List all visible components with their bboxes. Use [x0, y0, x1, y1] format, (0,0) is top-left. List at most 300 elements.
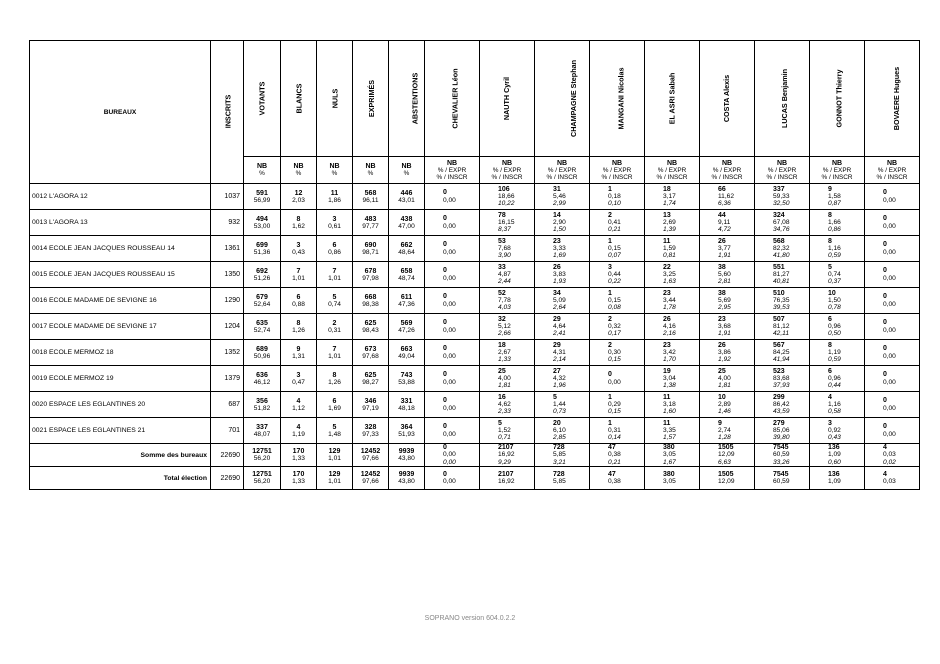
nuls-cell-nb: 5 [332, 423, 337, 431]
candidate-pct-expr: 1,66 [828, 218, 841, 226]
candidate-pct-inscr: 0,17 [608, 330, 621, 338]
votants-cell-pct: 52,74 [253, 326, 271, 334]
candidate-pct-inscr: 0,00 [443, 458, 456, 466]
candidate-pct-expr: 0,00 [443, 326, 456, 334]
votants-cell-pct: 48,07 [253, 430, 271, 438]
candidate-cell [700, 210, 755, 236]
candidate-cell [865, 262, 920, 288]
candidate-pct-inscr: 0,73 [553, 408, 566, 416]
candidate-values [865, 319, 919, 334]
inscrits-cell: 1379 [211, 366, 244, 392]
abstentions-cell [389, 467, 425, 490]
votants-cell-nb: 494 [256, 215, 268, 223]
abstentions-cell-nb: 331 [400, 397, 413, 405]
candidate-values [810, 290, 864, 312]
candidate-nb: 16 [498, 393, 506, 401]
abstentions-cell [389, 392, 425, 418]
candidate-values [480, 290, 534, 312]
candidate-cell [480, 444, 535, 467]
exprimes-cell-nb: 568 [364, 189, 377, 197]
candidate-values [425, 371, 479, 386]
candidate-nb: 0 [443, 423, 447, 431]
exprimes-cell-pct: 96,11 [362, 196, 379, 204]
nuls-cell-pct: 1,69 [328, 404, 341, 412]
candidate-nb: 23 [718, 315, 726, 323]
bureau-name: 0016 ECOLE MADAME DE SEVIGNE 16 [30, 288, 211, 314]
candidate-cell [590, 467, 645, 490]
candidate-values [535, 368, 589, 390]
subheader-inscr: % / INSCR [821, 173, 853, 181]
candidate-pct-expr: 3,05 [663, 451, 676, 459]
candidate-nb: 20 [553, 419, 561, 427]
inscrits-cell: 1361 [211, 236, 244, 262]
blancs-cell-pct: 0,88 [292, 300, 305, 308]
candidate-nb: 1 [608, 393, 612, 401]
candidate-pct-expr: 3,44 [663, 296, 676, 304]
candidate-pct-expr: 7,68 [498, 244, 511, 252]
candidate-pct-inscr: 2,44 [498, 278, 511, 286]
candidate-pct-inscr: 43,59 [773, 408, 790, 416]
abstentions-cell [389, 444, 425, 467]
candidate-values [425, 293, 479, 308]
candidate-pct-expr: 0,32 [608, 322, 621, 330]
candidate-pct-inscr: 0,86 [828, 226, 841, 234]
candidate-values [535, 342, 589, 364]
candidate-nb: 0 [883, 293, 887, 301]
candidate-values [645, 290, 699, 312]
candidate-cell [645, 236, 700, 262]
candidate-pct-expr: 0,03 [883, 451, 896, 459]
inscrits-cell: 1204 [211, 314, 244, 340]
candidate-pct-expr: 4,31 [553, 348, 566, 356]
candidate-nb: 7545 [773, 470, 789, 478]
candidate-pct-inscr: 1,28 [718, 434, 731, 442]
candidate-pct-inscr: 3,21 [553, 458, 566, 466]
candidate-nb: 380 [663, 470, 675, 478]
blancs-cell [281, 314, 317, 340]
candidate-pct-inscr: 2,66 [498, 330, 511, 338]
subheader-nb: NB [293, 163, 304, 170]
candidate-cell [645, 210, 700, 236]
candidate-values [425, 444, 479, 466]
header-candidate-label: EL ASRI Sabah [667, 72, 677, 124]
candidate-values [480, 186, 534, 208]
candidate-cell [480, 236, 535, 262]
candidate-values [480, 444, 534, 466]
candidate-pct-inscr: 6,36 [718, 200, 731, 208]
votants-cell-pct: 52,64 [253, 300, 271, 308]
nuls-cell-pct: 1,26 [328, 378, 341, 386]
candidate-pct-inscr: 2,85 [553, 434, 566, 442]
total-row [30, 444, 920, 467]
candidate-cell [535, 467, 590, 490]
nuls-cell-pct: 0,31 [328, 326, 341, 334]
candidate-values [535, 212, 589, 234]
candidate-cell [865, 314, 920, 340]
subheader-inscr: % / INSCR [546, 173, 578, 181]
candidate-nb: 380 [663, 444, 675, 452]
inscrits-cell: 1037 [211, 184, 244, 210]
votants-cell [244, 366, 281, 392]
candidate-cell [590, 288, 645, 314]
candidate-pct-expr: 60,59 [773, 451, 790, 459]
nuls-cell [317, 366, 353, 392]
candidate-pct-inscr: 39,53 [773, 304, 790, 312]
header-blancs [281, 41, 317, 157]
bureau-name: 0018 ECOLE MERMOZ 18 [30, 340, 211, 366]
candidate-values [645, 212, 699, 234]
nuls-cell [317, 210, 353, 236]
header-votants-label: VOTANTS [257, 81, 267, 115]
candidate-nb: 11 [663, 393, 671, 401]
candidate-pct-inscr: 2,64 [553, 304, 566, 312]
candidate-cell [425, 392, 480, 418]
subheader-inscr: % / INSCR [601, 173, 633, 181]
candidate-pct-expr: 0,00 [443, 222, 456, 230]
candidate-pct-expr: 4,32 [553, 374, 566, 382]
candidate-values [425, 189, 479, 204]
candidate-pct-inscr: 1,74 [663, 200, 676, 208]
candidate-nb: 0 [443, 444, 447, 452]
abstentions-cell [389, 314, 425, 340]
exprimes-cell-nb: 12452 [360, 448, 381, 455]
blancs-cell-pct: 0,43 [292, 248, 305, 256]
candidate-nb: 568 [773, 237, 785, 245]
votants-cell-nb: 635 [256, 319, 268, 327]
candidate-values [590, 444, 644, 466]
blancs-cell-nb: 4 [296, 423, 301, 431]
votants-cell-pct: 51,36 [253, 248, 271, 256]
candidate-pct-expr: 0,00 [443, 404, 456, 412]
candidate-cell [590, 314, 645, 340]
candidate-cell [590, 340, 645, 366]
candidate-cell [645, 340, 700, 366]
header-row [30, 41, 920, 157]
candidate-pct-expr: 0,00 [608, 378, 621, 386]
candidate-cell [810, 314, 865, 340]
candidate-pct-inscr: 1,38 [663, 382, 676, 390]
subheader-nb: NB [556, 159, 568, 167]
candidate-pct-expr: 5,85 [553, 478, 566, 485]
candidate-cell [645, 467, 700, 490]
exprimes-cell-nb: 678 [364, 267, 377, 275]
blancs-cell-nb: 8 [296, 215, 301, 223]
abstentions-cell-pct: 49,04 [398, 352, 415, 360]
candidate-pct-expr: 5,85 [553, 451, 566, 459]
candidate-nb: 1 [608, 237, 612, 245]
candidate-nb: 9 [828, 185, 832, 193]
candidate-values [590, 342, 644, 364]
candidate-nb: 1505 [718, 470, 734, 478]
candidate-cell [810, 366, 865, 392]
candidate-pct-expr: 3,25 [663, 270, 676, 278]
candidate-values [425, 215, 479, 230]
exprimes-cell-pct: 97,98 [362, 274, 379, 282]
candidate-cell [425, 210, 480, 236]
candidate-nb: 1 [608, 419, 612, 427]
header-candidate-label: BOVAERE Hugues [892, 66, 902, 130]
candidate-cell [755, 262, 810, 288]
exprimes-cell [353, 288, 389, 314]
header-candidate [425, 41, 480, 157]
candidate-cell [535, 210, 590, 236]
abstentions-cell-pct: 47,00 [398, 222, 415, 230]
nuls-cell [317, 467, 353, 490]
candidate-nb: 0 [443, 267, 447, 275]
nuls-cell-nb: 6 [332, 241, 337, 249]
abstentions-cell-pct: 43,80 [398, 455, 415, 462]
subheader-expr: % / EXPR [547, 166, 577, 174]
blancs-cell-nb: 3 [296, 241, 301, 249]
candidate-values [700, 264, 754, 286]
subheader-expr: % / EXPR [767, 166, 797, 174]
candidate-pct-inscr: 6,63 [718, 458, 731, 466]
candidate-pct-expr: 0,96 [828, 322, 841, 330]
blancs-cell-nb: 6 [296, 293, 301, 301]
candidate-cell [810, 418, 865, 444]
subheader-cell [353, 157, 389, 184]
abstentions-cell-pct: 43,80 [398, 478, 415, 485]
candidate-pct-inscr: 0,07 [608, 252, 621, 260]
candidate-values [865, 293, 919, 308]
candidate-pct-expr: 4,64 [553, 322, 566, 330]
header-candidate-label: COSTA Alexis [722, 74, 732, 122]
candidate-pct-expr: 12,09 [718, 478, 735, 485]
abstentions-cell-pct: 47,36 [398, 300, 415, 308]
abstentions-cell-nb: 611 [400, 293, 413, 301]
candidate-nb: 0 [883, 319, 887, 327]
candidate-nb: 66 [718, 185, 726, 193]
blancs-cell-nb: 9 [296, 345, 301, 353]
nuls-cell [317, 392, 353, 418]
abstentions-cell-pct: 53,88 [398, 378, 415, 386]
abstentions-cell [389, 210, 425, 236]
candidate-values [700, 238, 754, 260]
abstentions-cell [389, 366, 425, 392]
bureau-name: 0012 L'AGORA 12 [30, 184, 211, 210]
candidate-nb: 4 [883, 470, 887, 478]
exprimes-cell-nb: 483 [364, 215, 377, 223]
header-candidate-label: MANGANI Nicolas [616, 67, 626, 129]
bureau-name: 0014 ECOLE JEAN JACQUES ROUSSEAU 14 [30, 236, 211, 262]
subheader-candidate-cell [535, 157, 590, 184]
candidate-nb: 7545 [773, 444, 789, 452]
candidate-pct-inscr: 42,11 [773, 330, 790, 338]
candidate-values [590, 264, 644, 286]
candidate-pct-expr: 1,09 [828, 451, 841, 459]
candidate-pct-expr: 6,10 [553, 426, 566, 434]
exprimes-cell-pct: 97,77 [362, 222, 379, 230]
candidate-nb: 337 [773, 185, 785, 193]
candidate-nb: 0 [443, 241, 447, 249]
candidate-cell [810, 467, 865, 490]
candidate-nb: 4 [883, 444, 887, 452]
candidate-pct-expr: 3,86 [718, 348, 731, 356]
candidate-pct-inscr: 0,08 [608, 304, 621, 312]
candidate-nb: 26 [553, 263, 561, 271]
candidate-nb: 5 [553, 393, 557, 401]
votants-cell-nb: 689 [256, 345, 268, 353]
candidate-pct-expr: 0,00 [883, 300, 896, 308]
exprimes-cell-nb: 12452 [360, 471, 381, 478]
candidate-cell [590, 236, 645, 262]
header-candidate [810, 41, 865, 157]
candidate-nb: 6 [828, 367, 832, 375]
candidate-nb: 279 [773, 419, 785, 427]
candidate-pct-inscr: 0,81 [663, 252, 676, 260]
candidate-pct-expr: 0,00 [443, 274, 456, 282]
votants-cell-nb: 356 [256, 397, 268, 405]
candidate-pct-inscr: 2,14 [553, 356, 566, 364]
nuls-cell-nb: 11 [330, 189, 339, 197]
blancs-cell [281, 467, 317, 490]
candidate-values [590, 371, 644, 386]
candidate-values [590, 316, 644, 338]
subheader-nb: NB [721, 159, 733, 167]
blancs-cell-nb: 12 [294, 189, 303, 197]
candidate-cell [480, 184, 535, 210]
candidate-values [755, 186, 809, 208]
candidate-cell [810, 288, 865, 314]
candidate-values [755, 342, 809, 364]
votants-cell-pct: 46,12 [253, 378, 271, 386]
header-abstentions-label: ABSTENTIONS [410, 72, 420, 124]
abstentions-cell-nb: 662 [400, 241, 413, 249]
candidate-nb: 10 [718, 393, 726, 401]
candidate-pct-expr: 18,66 [498, 192, 515, 200]
candidate-nb: 38 [718, 289, 726, 297]
candidate-values [755, 368, 809, 390]
candidate-nb: 136 [828, 470, 840, 478]
candidate-pct-inscr: 0,43 [828, 434, 841, 442]
candidate-cell [590, 444, 645, 467]
candidate-nb: 27 [553, 367, 561, 375]
candidate-nb: 32 [498, 315, 506, 323]
candidate-cell [645, 392, 700, 418]
candidate-nb: 0 [883, 241, 887, 249]
candidate-pct-expr: 60,59 [773, 478, 790, 485]
candidate-nb: 23 [663, 341, 671, 349]
candidate-pct-expr: 0,38 [608, 478, 621, 485]
candidate-nb: 31 [553, 185, 561, 193]
candidate-cell [590, 210, 645, 236]
blancs-cell [281, 392, 317, 418]
candidate-cell [425, 444, 480, 467]
candidate-cell [645, 184, 700, 210]
candidate-cell [480, 467, 535, 490]
candidate-cell [865, 467, 920, 490]
table-row [30, 392, 920, 418]
subheader-cell [244, 157, 281, 184]
exprimes-cell-pct: 97,19 [362, 404, 379, 412]
votants-cell-nb: 12751 [252, 471, 272, 478]
candidate-values [590, 471, 644, 486]
candidate-pct-expr: 0,00 [883, 222, 896, 230]
exprimes-cell [353, 467, 389, 490]
header-inscrits [211, 41, 244, 184]
candidate-pct-inscr: 1,57 [663, 434, 676, 442]
blancs-cell-pct: 1,12 [292, 404, 305, 412]
candidate-values [810, 186, 864, 208]
blancs-cell [281, 288, 317, 314]
candidate-pct-expr: 5,12 [498, 322, 511, 330]
candidate-values [590, 420, 644, 442]
candidate-cell [755, 314, 810, 340]
candidate-pct-inscr: 2,99 [553, 200, 566, 208]
candidate-values [810, 444, 864, 466]
candidate-pct-expr: 0,00 [883, 430, 896, 438]
candidate-nb: 26 [718, 341, 726, 349]
candidate-pct-expr: 2,90 [553, 218, 566, 226]
candidate-values [590, 186, 644, 208]
candidate-cell [535, 262, 590, 288]
votants-cell [244, 467, 281, 490]
candidate-values [755, 264, 809, 286]
candidate-values [700, 290, 754, 312]
exprimes-cell [353, 340, 389, 366]
candidate-pct-inscr: 1,46 [718, 408, 731, 416]
candidate-nb: 52 [498, 289, 506, 297]
candidate-pct-inscr: 0,87 [828, 200, 841, 208]
candidate-nb: 0 [883, 371, 887, 379]
candidate-cell [755, 444, 810, 467]
candidate-values [865, 345, 919, 360]
candidate-values [645, 368, 699, 390]
subheader-pct: % [331, 170, 338, 177]
candidate-cell [700, 340, 755, 366]
exprimes-cell-pct: 97,68 [362, 352, 379, 360]
candidate-pct-expr: 1,58 [828, 192, 841, 200]
votants-cell [244, 262, 281, 288]
candidate-values [700, 316, 754, 338]
candidate-pct-inscr: 1,63 [663, 278, 676, 286]
candidate-pct-inscr: 0,37 [828, 278, 841, 286]
candidate-nb: 1505 [718, 444, 734, 452]
candidate-values [535, 471, 589, 486]
candidate-nb: 0 [443, 371, 447, 379]
candidate-nb: 0 [883, 423, 887, 431]
candidate-pct-inscr: 4,03 [498, 304, 511, 312]
bureau-name: 0021 ESPACE LES EGLANTINES 21 [30, 418, 211, 444]
abstentions-cell-nb: 658 [400, 267, 413, 275]
candidate-pct-expr: 5,09 [553, 296, 566, 304]
candidate-nb: 5 [498, 419, 502, 427]
candidate-pct-expr: 0,96 [828, 374, 841, 382]
candidate-nb: 0 [883, 267, 887, 275]
blancs-cell-pct: 2,03 [292, 196, 305, 204]
candidate-cell [535, 236, 590, 262]
votants-cell [244, 184, 281, 210]
candidate-values [865, 267, 919, 282]
inscrits-cell: 22690 [211, 444, 244, 467]
candidate-pct-expr: 4,87 [498, 270, 511, 278]
candidate-pct-inscr: 0,58 [828, 408, 841, 416]
blancs-cell [281, 236, 317, 262]
candidate-pct-expr: 1,19 [828, 348, 841, 356]
candidate-values [535, 186, 589, 208]
candidate-cell [755, 288, 810, 314]
candidate-cell [865, 444, 920, 467]
subheader-nb: NB [501, 159, 513, 167]
candidate-nb: 0 [443, 293, 447, 301]
candidate-nb: 0 [443, 397, 447, 405]
candidate-pct-inscr: 1,92 [718, 356, 731, 364]
votants-cell [244, 236, 281, 262]
candidate-cell [700, 288, 755, 314]
candidate-cell [755, 366, 810, 392]
candidate-nb: 551 [773, 263, 785, 271]
candidate-cell [480, 314, 535, 340]
